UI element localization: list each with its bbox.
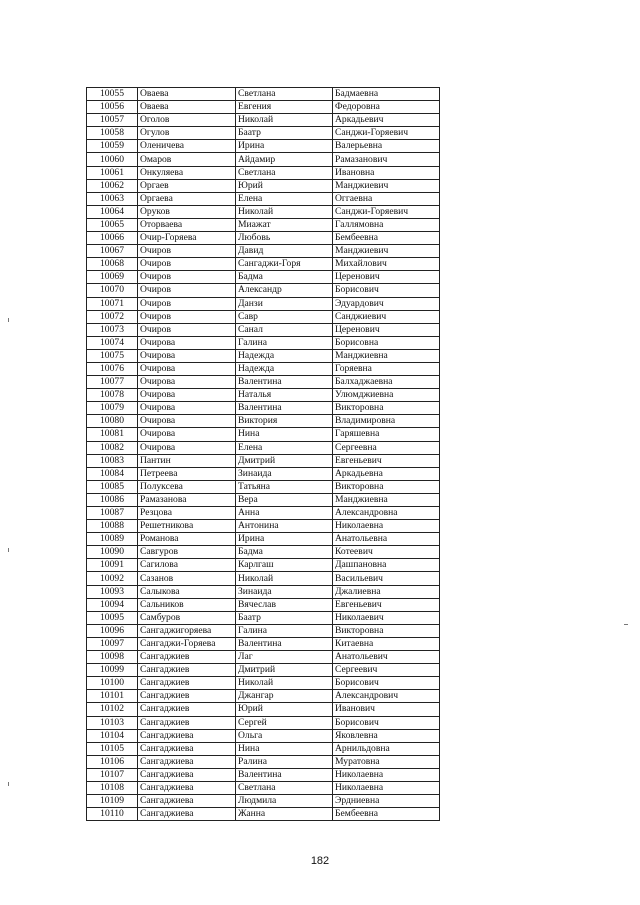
given-name-cell: Бадма (236, 546, 333, 559)
surname-cell: Очиров (138, 310, 236, 323)
surname-cell: Сангаджиев (138, 703, 236, 716)
table-row (87, 507, 440, 520)
patronymic-cell: Евгеньевич (333, 598, 440, 611)
patronymic-cell: Сергеевич (333, 664, 440, 677)
record-number-cell: 10059 (87, 140, 138, 153)
table-row (87, 716, 440, 729)
table-row (87, 127, 440, 140)
record-number-cell: 10060 (87, 153, 138, 166)
record-number-cell: 10067 (87, 245, 138, 258)
record-number-cell: 10089 (87, 533, 138, 546)
record-number-cell: 10096 (87, 624, 138, 637)
record-number-cell: 10063 (87, 192, 138, 205)
record-number-cell: 10082 (87, 441, 138, 454)
given-name-cell: Ольга (236, 729, 333, 742)
surname-cell: Сангаджиева (138, 808, 236, 821)
given-name-cell: Дмитрий (236, 454, 333, 467)
table-row (87, 598, 440, 611)
table-row (87, 755, 440, 768)
given-name-cell: Александр (236, 284, 333, 297)
surname-cell: Оленичева (138, 140, 236, 153)
surname-cell: Оваева (138, 101, 236, 114)
given-name-cell: Валентина (236, 376, 333, 389)
given-name-cell: Ирина (236, 140, 333, 153)
surname-cell: Сангаджиев (138, 677, 236, 690)
table-row (87, 218, 440, 231)
surname-cell: Самбуров (138, 611, 236, 624)
given-name-cell: Анна (236, 507, 333, 520)
surname-cell: Рамазанова (138, 493, 236, 506)
surname-cell: Очирова (138, 428, 236, 441)
table-row (87, 729, 440, 742)
table-row (87, 690, 440, 703)
surname-cell: Оргаева (138, 192, 236, 205)
table-row (87, 611, 440, 624)
surname-cell: Сангаджиева (138, 795, 236, 808)
record-number-cell: 10106 (87, 755, 138, 768)
patronymic-cell: Михайлович (333, 258, 440, 271)
surname-cell: Сангаджиева (138, 742, 236, 755)
patronymic-cell: Анатольевна (333, 533, 440, 546)
given-name-cell: Ралина (236, 755, 333, 768)
patronymic-cell: Борисович (333, 677, 440, 690)
patronymic-cell: Санджи-Горяевич (333, 205, 440, 218)
patronymic-cell: Санджиевич (333, 310, 440, 323)
given-name-cell: Юрий (236, 179, 333, 192)
surname-cell: Салыкова (138, 585, 236, 598)
given-name-cell: Вера (236, 493, 333, 506)
table-row (87, 467, 440, 480)
surname-cell: Оргаев (138, 179, 236, 192)
record-number-cell: 10073 (87, 323, 138, 336)
record-number-cell: 10091 (87, 559, 138, 572)
surname-cell: Очиров (138, 258, 236, 271)
patronymic-cell: Эдуардович (333, 297, 440, 310)
patronymic-cell: Викторовна (333, 624, 440, 637)
given-name-cell: Валентина (236, 637, 333, 650)
table-row (87, 415, 440, 428)
record-number-cell: 10095 (87, 611, 138, 624)
record-number-cell: 10058 (87, 127, 138, 140)
record-number-cell: 10061 (87, 166, 138, 179)
given-name-cell: Зинаида (236, 467, 333, 480)
surname-cell: Сагилова (138, 559, 236, 572)
table-row (87, 572, 440, 585)
patronymic-cell: Китаевна (333, 637, 440, 650)
given-name-cell: Баатр (236, 611, 333, 624)
given-name-cell: Сангаджи-Горя (236, 258, 333, 271)
table-row (87, 232, 440, 245)
patronymic-cell: Балхаджаевна (333, 376, 440, 389)
table-row (87, 664, 440, 677)
given-name-cell: Сергей (236, 716, 333, 729)
patronymic-cell: Викторовна (333, 480, 440, 493)
record-number-cell: 10074 (87, 336, 138, 349)
patronymic-cell: Николаевна (333, 781, 440, 794)
given-name-cell: Николай (236, 572, 333, 585)
patronymic-cell: Валерьевна (333, 140, 440, 153)
table-row (87, 114, 440, 127)
patronymic-cell: Александрович (333, 690, 440, 703)
given-name-cell: Нина (236, 742, 333, 755)
given-name-cell: Елена (236, 192, 333, 205)
table-row (87, 323, 440, 336)
table-row (87, 637, 440, 650)
record-number-cell: 10068 (87, 258, 138, 271)
patronymic-cell: Галлямовна (333, 218, 440, 231)
patronymic-cell: Бембеевна (333, 808, 440, 821)
surname-cell: Очирова (138, 389, 236, 402)
given-name-cell: Карлгаш (236, 559, 333, 572)
patronymic-cell: Манджиевич (333, 179, 440, 192)
table-row (87, 336, 440, 349)
table-row (87, 297, 440, 310)
given-name-cell: Айдамир (236, 153, 333, 166)
surname-cell: Сангаджиев (138, 716, 236, 729)
record-number-cell: 10092 (87, 572, 138, 585)
given-name-cell: Жанна (236, 808, 333, 821)
surname-cell: Очиров (138, 284, 236, 297)
record-number-cell: 10079 (87, 402, 138, 415)
record-number-cell: 10081 (87, 428, 138, 441)
surname-cell: Резцова (138, 507, 236, 520)
table-row (87, 205, 440, 218)
given-name-cell: Баатр (236, 127, 333, 140)
patronymic-cell: Ивановна (333, 166, 440, 179)
table-row (87, 88, 440, 101)
record-number-cell: 10098 (87, 651, 138, 664)
patronymic-cell: Бадмаевна (333, 88, 440, 101)
surname-cell: Сангаджиева (138, 755, 236, 768)
patronymic-cell: Александровна (333, 507, 440, 520)
record-number-cell: 10076 (87, 362, 138, 375)
record-number-cell: 10062 (87, 179, 138, 192)
surname-cell: Полуксева (138, 480, 236, 493)
record-number-cell: 10077 (87, 376, 138, 389)
given-name-cell: Виктория (236, 415, 333, 428)
record-number-cell: 10056 (87, 101, 138, 114)
patronymic-cell: Федоровна (333, 101, 440, 114)
table-row (87, 677, 440, 690)
given-name-cell: Юрий (236, 703, 333, 716)
table-row (87, 140, 440, 153)
patronymic-cell: Владимировна (333, 415, 440, 428)
scan-speck (8, 782, 9, 786)
record-number-cell: 10071 (87, 297, 138, 310)
surname-cell: Решетникова (138, 520, 236, 533)
scan-speck (8, 318, 9, 322)
table-row (87, 349, 440, 362)
record-number-cell: 10109 (87, 795, 138, 808)
given-name-cell: Давид (236, 245, 333, 258)
given-name-cell: Надежда (236, 349, 333, 362)
surname-cell: Очирова (138, 336, 236, 349)
record-number-cell: 10087 (87, 507, 138, 520)
table-row (87, 166, 440, 179)
surname-cell: Оруков (138, 205, 236, 218)
table-row (87, 624, 440, 637)
table-row (87, 493, 440, 506)
table-row (87, 454, 440, 467)
record-number-cell: 10064 (87, 205, 138, 218)
surname-cell: Сангаджиев (138, 664, 236, 677)
patronymic-cell: Церенович (333, 271, 440, 284)
surname-cell: Очирова (138, 441, 236, 454)
patronymic-cell: Николаевна (333, 768, 440, 781)
table-row (87, 310, 440, 323)
given-name-cell: Нина (236, 428, 333, 441)
patronymic-cell: Оггаевна (333, 192, 440, 205)
given-name-cell: Дмитрий (236, 664, 333, 677)
patronymic-cell: Арнильдовна (333, 742, 440, 755)
given-name-cell: Николай (236, 114, 333, 127)
table-row (87, 546, 440, 559)
surname-cell: Очиров (138, 245, 236, 258)
surname-cell: Сангаджи-Горяева (138, 637, 236, 650)
record-number-cell: 10055 (87, 88, 138, 101)
surname-cell: Сангаджиева (138, 729, 236, 742)
table-row (87, 585, 440, 598)
table-row (87, 153, 440, 166)
surname-cell: Очирова (138, 362, 236, 375)
given-name-cell: Миажат (236, 218, 333, 231)
given-name-cell: Николай (236, 205, 333, 218)
given-name-cell: Светлана (236, 781, 333, 794)
scan-speck (624, 624, 628, 625)
given-name-cell: Данзи (236, 297, 333, 310)
table-row (87, 258, 440, 271)
patronymic-cell: Котеевич (333, 546, 440, 559)
given-name-cell: Бадма (236, 271, 333, 284)
record-number-cell: 10099 (87, 664, 138, 677)
surname-cell: Петреева (138, 467, 236, 480)
given-name-cell: Любовь (236, 232, 333, 245)
patronymic-cell: Аркадьевна (333, 467, 440, 480)
record-number-cell: 10100 (87, 677, 138, 690)
table-row (87, 781, 440, 794)
record-number-cell: 10083 (87, 454, 138, 467)
given-name-cell: Галина (236, 624, 333, 637)
given-name-cell: Джангар (236, 690, 333, 703)
surname-cell: Очирова (138, 415, 236, 428)
table-row (87, 402, 440, 415)
record-number-cell: 10085 (87, 480, 138, 493)
given-name-cell: Санал (236, 323, 333, 336)
record-number-cell: 10093 (87, 585, 138, 598)
given-name-cell: Галина (236, 336, 333, 349)
table-row (87, 480, 440, 493)
patronymic-cell: Борисовна (333, 336, 440, 349)
patronymic-cell: Николаевич (333, 611, 440, 624)
surname-cell: Очиров (138, 323, 236, 336)
surname-cell: Сангаджиева (138, 768, 236, 781)
table-row (87, 768, 440, 781)
patronymic-cell: Манджиевич (333, 245, 440, 258)
table-row (87, 245, 440, 258)
table-row (87, 742, 440, 755)
given-name-cell: Савр (236, 310, 333, 323)
patronymic-cell: Николаевна (333, 520, 440, 533)
given-name-cell: Наталья (236, 389, 333, 402)
table-row (87, 376, 440, 389)
patronymic-cell: Церенович (333, 323, 440, 336)
given-name-cell: Евгения (236, 101, 333, 114)
patronymic-cell: Яковлевна (333, 729, 440, 742)
surname-cell: Очир-Горяева (138, 232, 236, 245)
patronymic-cell: Манджиевна (333, 493, 440, 506)
surname-cell: Сазанов (138, 572, 236, 585)
table-row (87, 559, 440, 572)
table-row (87, 428, 440, 441)
given-name-cell: Лаг (236, 651, 333, 664)
surname-cell: Очирова (138, 349, 236, 362)
record-number-cell: 10080 (87, 415, 138, 428)
record-number-cell: 10088 (87, 520, 138, 533)
patronymic-cell: Улюмджиевна (333, 389, 440, 402)
table-row (87, 192, 440, 205)
patronymic-cell: Дашпановна (333, 559, 440, 572)
patronymic-cell: Санджи-Горяевич (333, 127, 440, 140)
surname-cell: Очирова (138, 376, 236, 389)
record-number-cell: 10066 (87, 232, 138, 245)
patronymic-cell: Рамазанович (333, 153, 440, 166)
record-number-cell: 10090 (87, 546, 138, 559)
table-row (87, 703, 440, 716)
table-row (87, 795, 440, 808)
table-row (87, 101, 440, 114)
record-number-cell: 10069 (87, 271, 138, 284)
surname-cell: Сангаджиев (138, 690, 236, 703)
surname-cell: Очиров (138, 297, 236, 310)
surname-cell: Очирова (138, 402, 236, 415)
patronymic-cell: Иванович (333, 703, 440, 716)
names-table-body (87, 88, 440, 821)
surname-cell: Савгуров (138, 546, 236, 559)
surname-cell: Сангаджигоряева (138, 624, 236, 637)
patronymic-cell: Манджиевна (333, 349, 440, 362)
patronymic-cell: Бембеевна (333, 232, 440, 245)
patronymic-cell: Борисович (333, 716, 440, 729)
surname-cell: Романова (138, 533, 236, 546)
surname-cell: Сангаджиев (138, 651, 236, 664)
patronymic-cell: Евгеньевич (333, 454, 440, 467)
given-name-cell: Людмила (236, 795, 333, 808)
given-name-cell: Валентина (236, 402, 333, 415)
table-row (87, 441, 440, 454)
record-number-cell: 10103 (87, 716, 138, 729)
table-row (87, 533, 440, 546)
given-name-cell: Ирина (236, 533, 333, 546)
patronymic-cell: Аркадьевич (333, 114, 440, 127)
given-name-cell: Светлана (236, 88, 333, 101)
record-number-cell: 10108 (87, 781, 138, 794)
record-number-cell: 10101 (87, 690, 138, 703)
record-number-cell: 10102 (87, 703, 138, 716)
surname-cell: Омаров (138, 153, 236, 166)
table-row (87, 520, 440, 533)
record-number-cell: 10107 (87, 768, 138, 781)
record-number-cell: 10075 (87, 349, 138, 362)
table-row (87, 651, 440, 664)
patronymic-cell: Джалиевна (333, 585, 440, 598)
record-number-cell: 10094 (87, 598, 138, 611)
patronymic-cell: Борисович (333, 284, 440, 297)
given-name-cell: Антонина (236, 520, 333, 533)
table-row (87, 808, 440, 821)
given-name-cell: Николай (236, 677, 333, 690)
record-number-cell: 10065 (87, 218, 138, 231)
patronymic-cell: Муратовна (333, 755, 440, 768)
patronymic-cell: Горяевна (333, 362, 440, 375)
surname-cell: Оголов (138, 114, 236, 127)
record-number-cell: 10070 (87, 284, 138, 297)
record-number-cell: 10097 (87, 637, 138, 650)
patronymic-cell: Эрдниевна (333, 795, 440, 808)
record-number-cell: 10110 (87, 808, 138, 821)
record-number-cell: 10105 (87, 742, 138, 755)
given-name-cell: Светлана (236, 166, 333, 179)
record-number-cell: 10084 (87, 467, 138, 480)
record-number-cell: 10072 (87, 310, 138, 323)
patronymic-cell: Васильевич (333, 572, 440, 585)
table-row (87, 362, 440, 375)
surname-cell: Сальников (138, 598, 236, 611)
record-number-cell: 10078 (87, 389, 138, 402)
given-name-cell: Елена (236, 441, 333, 454)
names-table (86, 87, 440, 821)
record-number-cell: 10086 (87, 493, 138, 506)
page-number: 182 (310, 855, 330, 867)
surname-cell: Сангаджиева (138, 781, 236, 794)
record-number-cell: 10104 (87, 729, 138, 742)
given-name-cell: Вячеслав (236, 598, 333, 611)
surname-cell: Онкуляева (138, 166, 236, 179)
surname-cell: Очиров (138, 271, 236, 284)
patronymic-cell: Анатольевич (333, 651, 440, 664)
given-name-cell: Зинаида (236, 585, 333, 598)
surname-cell: Огулов (138, 127, 236, 140)
table-row (87, 284, 440, 297)
table-row (87, 179, 440, 192)
given-name-cell: Валентина (236, 768, 333, 781)
surname-cell: Пантин (138, 454, 236, 467)
patronymic-cell: Сергеевна (333, 441, 440, 454)
patronymic-cell: Гаряшевна (333, 428, 440, 441)
given-name-cell: Надежда (236, 362, 333, 375)
table-row (87, 389, 440, 402)
scan-speck (8, 548, 9, 552)
table-row (87, 271, 440, 284)
given-name-cell: Татьяна (236, 480, 333, 493)
surname-cell: Оторваева (138, 218, 236, 231)
record-number-cell: 10057 (87, 114, 138, 127)
surname-cell: Оваева (138, 88, 236, 101)
patronymic-cell: Викторовна (333, 402, 440, 415)
